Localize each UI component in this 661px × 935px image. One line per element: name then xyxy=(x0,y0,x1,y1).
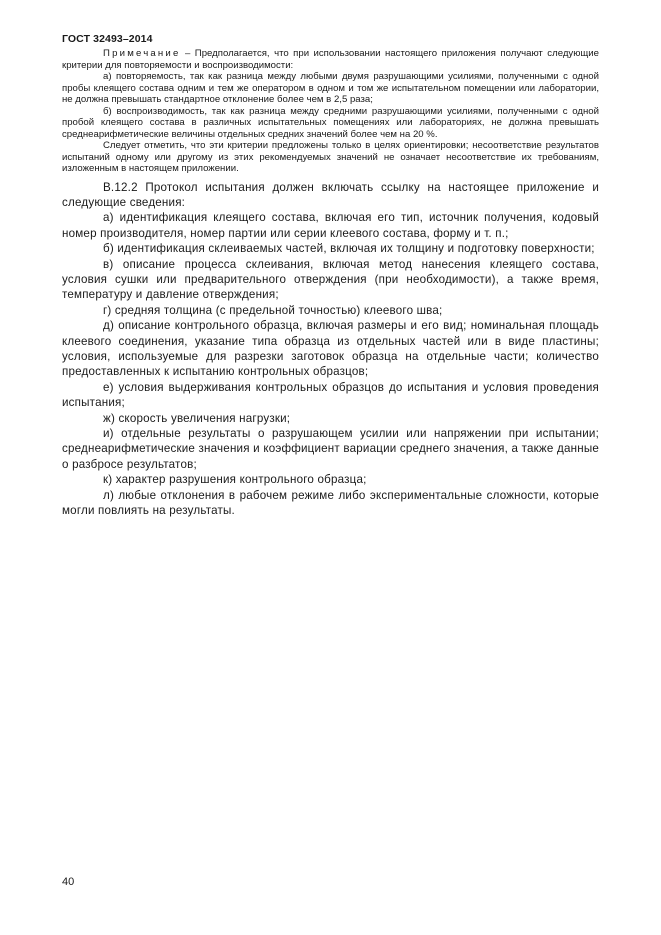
list-item-k: к) характер разрушения контрольного образца; xyxy=(103,473,367,487)
note-item-b: б) воспроизводимость, так как разница между средними разрушающими усилиями, полученными с одной пробой клеящего состава в различных испытательных помещениях или лабораториях, не должна превышать среднеарифметические величины отдельных средних значений более чем на 20 %. xyxy=(62,105,599,140)
note-label: Примечание xyxy=(103,48,181,59)
note-intro-paragraph xyxy=(62,48,599,71)
page-body xyxy=(62,48,599,518)
list-item-zh: ж) скорость увеличения нагрузки; xyxy=(103,411,291,425)
page-number: 40 xyxy=(62,876,75,888)
note-block xyxy=(62,48,599,175)
list-item-d: д) описание контрольного образца, включая размеры и его вид; номинальная площадь клеевого соединения, указание типа образца из отдельных частей или в виде пластины; условия, используемые для разрезки заготовок образца на отдельные части; количество предоставленных к испытанию контрольных образцов; xyxy=(62,319,599,379)
section-b-12-2-intro: В.12.2 Протокол испытания должен включать ссылку на настоящее приложение и следующие сведения: xyxy=(62,180,599,209)
list-item-a: а) идентификация клеящего состава, включая его тип, источник получения, кодовый номер производителя, номер партии или серии клеевого состава, форму и т. п.; xyxy=(62,211,599,240)
list-item-g: г) средняя толщина (с предельной точностью) клеевого шва; xyxy=(103,303,443,317)
list-item-v: в) описание процесса склеивания, включая метод нанесения клеящего состава, условия сушки или предварительного отверждения (при необходимости), а также время, температуру и давление отверждения; xyxy=(62,257,599,302)
note-closing-paragraph: Следует отметить, что эти критерии предложены только в целях ориентировки; несоответствие результатов испытаний одному или другому из этих рекомендуемых значений не означает несоответствие их требованиям, изложенным в настоящем приложении. xyxy=(62,140,599,174)
list-item-b: б) идентификация склеиваемых частей, включая их толщину и подготовку поверхности; xyxy=(103,242,595,256)
list-item-e: е) условия выдерживания контрольных образцов до испытания и условия проведения испытания; xyxy=(62,380,599,410)
main-text-block xyxy=(62,180,599,519)
note-item-a: а) повторяемость, так как разница между любыми двумя разрушающими усилиями, полученными с одной пробы клеящего состава одним и тем же оператором в одном и том же испытательном помещении или лаборатории, не должна превышать стандартное отклонение более чем в 2,5 раза; xyxy=(62,71,599,105)
document-code-header: ГОСТ 32493–2014 xyxy=(62,33,153,45)
note-intro-text: – Предполагается, что при использовании настоящего приложения получают следующие критерии для повторяемости и воспроизводимости: xyxy=(62,48,599,71)
list-item-i: и) отдельные результаты о разрушающем усилии или напряжении при испытании; среднеарифметические значения и коэффициент вариации среднего значения, а также данные о разбросе результатов; xyxy=(62,427,599,471)
list-item-l: л) любые отклонения в рабочем режиме либо экспериментальные сложности, которые могли повлиять на результаты. xyxy=(62,488,599,518)
